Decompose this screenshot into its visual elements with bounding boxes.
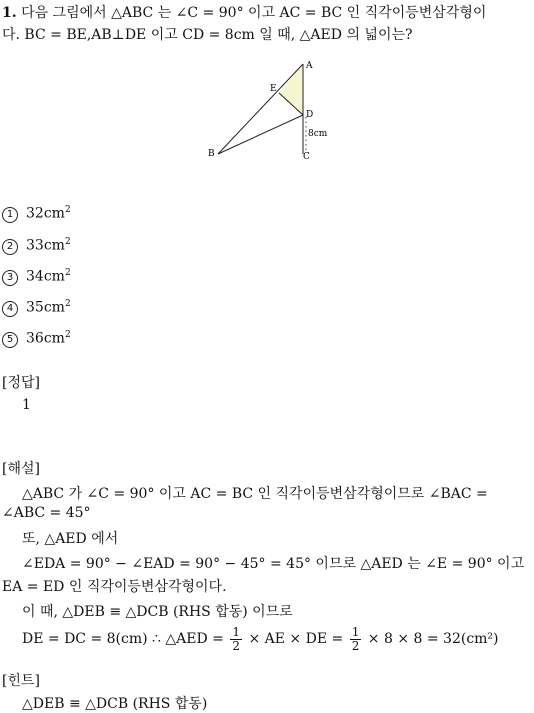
question-text-2: 다. BC = BE,AB⊥DE 이고 CD = 8cm 일 때, △AED 의 넓이는? [2, 27, 413, 43]
hint-text: △DEB ≡ △DCB (RHS 합동) [22, 696, 208, 712]
choice-mark-5: 5 [2, 332, 18, 348]
hint-heading: [힌트] [2, 673, 40, 689]
explanation-line-3: 또, △AED 에서 [22, 531, 119, 547]
fraction-half-1: $\frac{1}{2}$ [232, 624, 240, 653]
choice-3[interactable]: 3 $34cm^2$ [2, 268, 71, 286]
segment-bd [218, 115, 303, 154]
answer-heading: [정답] [2, 375, 40, 391]
label-c: C [303, 152, 310, 162]
side-ab [218, 64, 303, 154]
label-d: D [306, 110, 314, 120]
label-b: B [208, 149, 215, 159]
explanation-line-5: EA = ED 인 직각이등변삼각형이다. [2, 579, 227, 595]
choice-mark-1: 1 [2, 207, 18, 223]
choice-5[interactable]: 5 $36cm^2$ [2, 330, 71, 348]
fraction-half-2: $\frac{1}{2}$ [351, 624, 360, 653]
explanation-heading: [해설] [2, 461, 40, 477]
choice-4[interactable]: 4 $35cm^2$ [2, 299, 71, 317]
triangle-figure [200, 55, 340, 165]
question-line-1 [2, 2, 486, 22]
explanation-line-4: ∠EDA = 90° − ∠EAD = 90° − 45° = 45° 이므로 △AED 는 ∠E = 90° 이고 [22, 556, 525, 572]
explanation-line-6: 이 때, △DEB ≡ △DCB (RHS 합동) 이므로 [22, 604, 293, 620]
answer-value: 1 [22, 397, 31, 413]
question-text-1: 다음 그림에서 △ABC 는 ∠C = 90° 이고 AC = BC 인 직각이등변삼각형이 [21, 5, 487, 21]
explanation-line-7: DE = DC = 8(cm) ∴ △AED = $\frac{1}{2}$ × AE × DE = $\frac{1}{2}$ × 8 × 8 = 32(cm²) [22, 624, 499, 653]
explanation-line-1: △ABC 가 ∠C = 90° 이고 AC = BC 인 직각이등변삼각형이므로 ∠BAC = [22, 486, 488, 502]
choice-2[interactable]: 2 $33cm^2$ [2, 237, 71, 255]
label-e: E [270, 84, 277, 94]
triangle-aed-fill [279, 64, 303, 115]
explanation-line-2: ∠ABC = 45° [2, 505, 91, 521]
question-number: 1. [2, 5, 17, 21]
choice-mark-4: 4 [2, 301, 18, 317]
label-a: A [306, 61, 313, 71]
choice-mark-2: 2 [2, 239, 18, 255]
measure-label: 8cm [308, 129, 328, 139]
choice-mark-3: 3 [2, 270, 18, 286]
choice-1[interactable]: 1 $32cm^2$ [2, 205, 71, 223]
